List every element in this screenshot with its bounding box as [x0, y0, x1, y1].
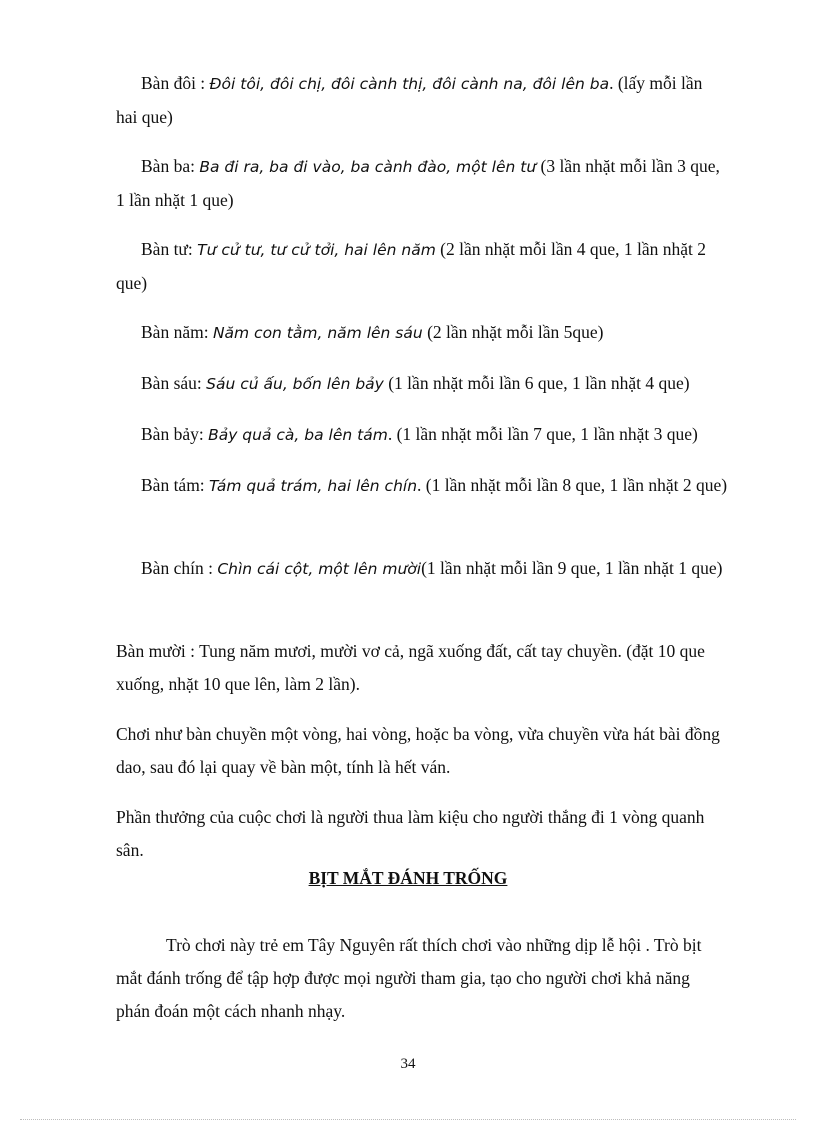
round-chant: Đôi tôi, đôi chị, đôi cành thị, đôi cành na, đôi lên ba: [209, 75, 610, 93]
round-paragraph: [116, 418, 728, 452]
round-paragraph: [116, 233, 728, 300]
round-paragraph: [116, 316, 728, 350]
round-chant: Tám quả trám, hai lên chín: [209, 477, 418, 495]
round-label: Bàn chín :: [141, 558, 218, 578]
intro-paragraph: Trò chơi này trẻ em Tây Nguyên rất thích chơi vào những dịp lễ hội . Trò bịt mắt đánh trống để tập hợp được mọi người tham gia, tạo cho người chơi khả năng phán đoán một cách nhanh nhạy.: [116, 935, 702, 1021]
round-chant: Chìn cái cột, một lên mười: [217, 560, 422, 578]
round-note: . (lấy mỗi lần hai que): [116, 73, 703, 127]
round-chant: Sáu củ ấu, bốn lên bảy: [206, 375, 384, 393]
section-title: BỊT MẮT ĐÁNH TRỐNG: [308, 868, 508, 888]
round-paragraph: [116, 67, 728, 134]
round-label: Bàn bảy:: [141, 424, 209, 444]
round-label: Bàn năm:: [141, 322, 213, 342]
round-ten-paragraph: Bàn mười : Tung năm mươi, mười vơ cả, ngã xuống đất, cất tay chuyền. (đặt 10 que xuống, nhặt 10 que lên, làm 2 lần).: [116, 641, 705, 694]
round-paragraph: [116, 150, 728, 217]
round-label: Bàn tám:: [141, 475, 210, 495]
round-chant: Tư cử tư, tư cử tởi, hai lên năm: [197, 241, 436, 259]
round-chant: Bảy quả cà, ba lên tám: [208, 426, 388, 444]
round-label: Bàn sáu:: [141, 373, 207, 393]
round-note: (2 lần nhặt mỗi lần 5que): [422, 322, 604, 342]
round-note: . (1 lần nhặt mỗi lần 7 que, 1 lần nhặt 3 que): [387, 424, 698, 444]
round-paragraph: [116, 469, 728, 503]
round-paragraph: [116, 367, 728, 401]
round-chant: Năm con tằm, năm lên sáu: [212, 324, 423, 342]
play-rule-paragraph: Chơi như bàn chuyền một vòng, hai vòng, hoặc ba vòng, vừa chuyền vừa hát bài đồng dao, sau đó lại quay về bàn một, tính là hết ván.: [116, 724, 720, 777]
round-note: . (1 lần nhặt mỗi lần 8 que, 1 lần nhặt 2 que): [417, 475, 728, 495]
page-bottom-divider: [20, 1119, 796, 1120]
round-label: Bàn đôi :: [141, 73, 210, 93]
round-paragraph: [116, 552, 728, 586]
round-note: (1 lần nhặt mỗi lần 9 que, 1 lần nhặt 1 que): [421, 558, 723, 578]
round-label: Bàn ba:: [141, 156, 200, 176]
round-label: Bàn tư:: [141, 239, 198, 259]
round-note: (3 lần nhặt mỗi lần 3 que, 1 lần nhặt 1 que): [116, 156, 720, 210]
reward-paragraph: Phần thưởng của cuộc chơi là người thua làm kiệu cho người thắng đi 1 vòng quanh sân.: [116, 807, 705, 860]
page-number: 34: [400, 1056, 416, 1072]
round-note: (2 lần nhặt mỗi lần 4 que, 1 lần nhặt 2 que): [116, 239, 707, 293]
round-note: (1 lần nhặt mỗi lần 6 que, 1 lần nhặt 4 que): [383, 373, 690, 393]
round-chant: Ba đi ra, ba đi vào, ba cành đào, một lên tư: [199, 158, 537, 176]
